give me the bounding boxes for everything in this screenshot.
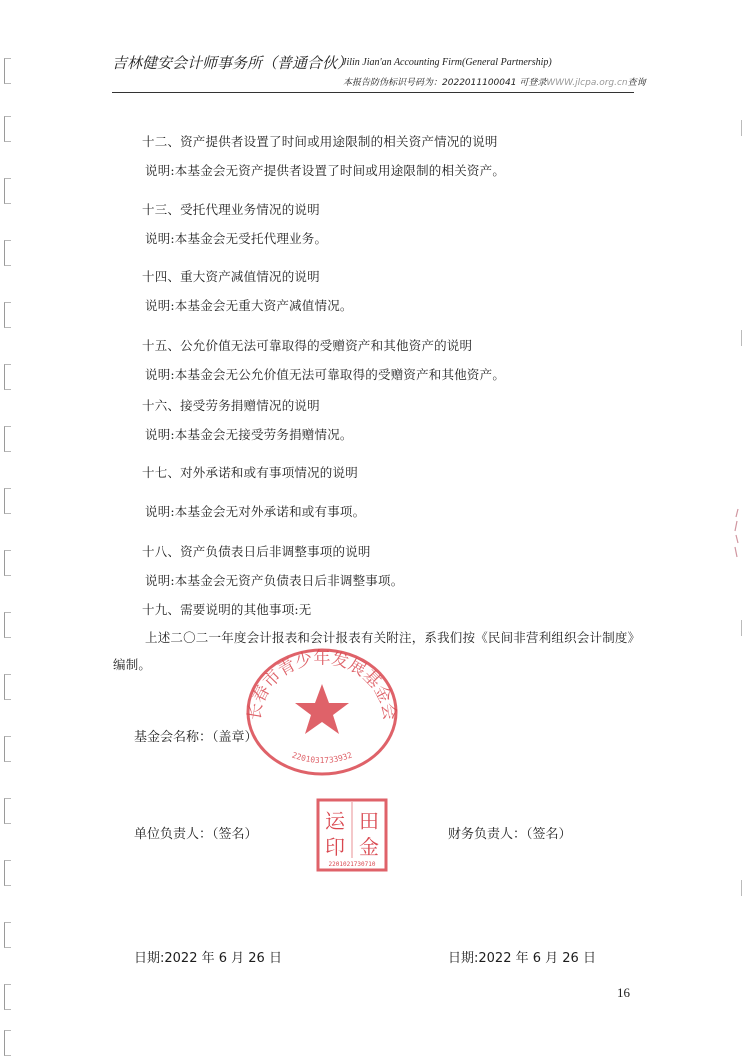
section-desc: 说明:本基金会无公允价值无法可靠取得的受赠资产和其他资产。 <box>145 367 506 382</box>
section-heading: 十七、对外承诺和或有事项情况的说明 <box>142 465 358 480</box>
section-desc: 说明:本基金会无对外承诺和或有事项。 <box>145 504 366 519</box>
code-prefix: 本报告防伪标识号码为： <box>343 78 443 88</box>
date-right: 日期:2022 年 6 月 26 日 <box>448 951 596 966</box>
foundation-name-label: 基金会名称：（盖章） <box>134 730 258 745</box>
star-icon <box>295 684 349 734</box>
section-heading: 十八、资产负债表日后非调整事项的说明 <box>142 544 371 559</box>
seal-number: 2201031733932 <box>290 750 354 765</box>
section-heading: 十五、公允价值无法可靠取得的受赠资产和其他资产的说明 <box>142 338 473 353</box>
header-divider <box>112 92 634 93</box>
section-heading: 十三、受托代理业务情况的说明 <box>142 202 320 217</box>
binding-marks <box>4 30 14 1050</box>
edge-tick <box>741 120 742 136</box>
finance-head-label: 财务负责人：（签名） <box>448 827 572 842</box>
date-left: 日期:2022 年 6 月 26 日 <box>134 951 282 966</box>
page-number: 16 <box>617 985 630 1000</box>
website-link: WWW.jlcpa.org.cn <box>546 78 628 88</box>
firm-name-en: Jilin Jian'an Accounting Firm(General Partnership) <box>342 57 552 68</box>
code-value: 2022011100041 <box>442 78 517 88</box>
edge-tick <box>741 880 742 896</box>
square-seal-char: 运 <box>325 809 345 833</box>
square-seal-number: 2201021730710 <box>328 861 376 868</box>
section-desc: 说明:本基金会无重大资产减值情况。 <box>145 298 353 313</box>
section-heading: 十六、接受劳务捐赠情况的说明 <box>142 398 320 413</box>
square-seal-char: 印 <box>325 835 345 859</box>
code-suffix: 查询 <box>627 78 646 88</box>
section-heading: 十二、资产提供者设置了时间或用途限制的相关资产情况的说明 <box>142 134 498 149</box>
round-seal <box>238 646 406 778</box>
section-desc: 说明:本基金会无受托代理业务。 <box>145 231 328 246</box>
closing-line-1: 上述二〇二一年度会计报表和会计报表有关附注，系我们按《民间非营利组织会计制度》 <box>145 630 641 645</box>
edge-tick <box>741 330 742 346</box>
code-mid: 可登录 <box>516 78 547 88</box>
section-desc: 说明:本基金会无接受劳务捐赠情况。 <box>145 427 353 442</box>
firm-name-cn: 吉林健安会计师事务所（普通合伙） <box>112 54 353 72</box>
section-desc: 说明:本基金会无资产负债表日后非调整事项。 <box>145 573 404 588</box>
square-seal <box>316 798 388 872</box>
square-seal-char: 田 <box>359 809 379 833</box>
anti-forgery-code <box>343 75 646 88</box>
seal-text: 长春市青少年发展基金会 <box>244 648 400 722</box>
section-desc: 说明:本基金会无资产提供者设置了时间或用途限制的相关资产。 <box>145 163 506 178</box>
unit-head-label: 单位负责人：（签名） <box>134 827 258 842</box>
section-heading: 十九、需要说明的其他事项:无 <box>142 602 312 617</box>
section-heading: 十四、重大资产减值情况的说明 <box>142 269 320 284</box>
closing-line-2: 编制。 <box>113 657 152 672</box>
square-seal-char: 金 <box>359 835 379 859</box>
edge-scan-mark <box>726 505 744 565</box>
edge-tick <box>741 620 742 636</box>
